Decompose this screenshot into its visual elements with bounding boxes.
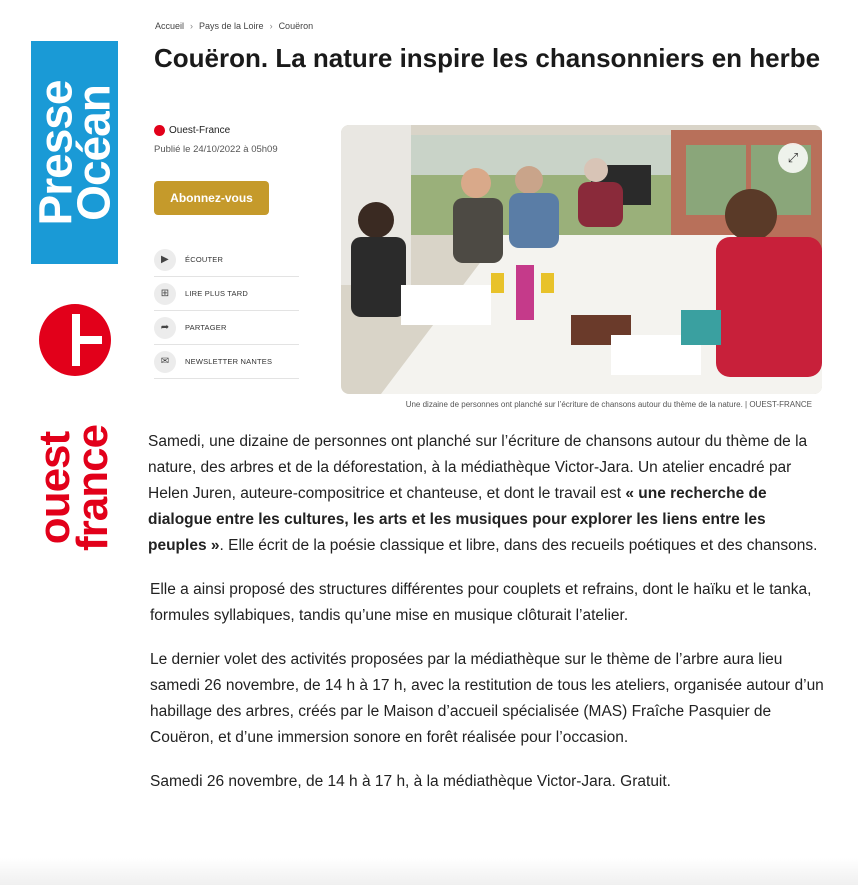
- breadcrumb-separator: ›: [190, 21, 194, 31]
- newsletter-icon: ✉: [154, 351, 176, 373]
- photo-caption: Une dizaine de personnes ont planché sur l’écriture de chansons autour du thème de la nature. | OUEST-FRANCE: [405, 400, 812, 409]
- article-source: [154, 125, 230, 136]
- share-label: PARTAGER: [185, 323, 227, 332]
- read-later-label: LIRE PLUS TARD: [185, 289, 248, 298]
- breadcrumb-link-home[interactable]: Accueil: [155, 21, 185, 31]
- presse-ocean-logo[interactable]: [31, 41, 118, 264]
- workshop-photo-illustration: [341, 125, 822, 394]
- article-photo[interactable]: [341, 125, 822, 394]
- newsletter-action[interactable]: [154, 345, 299, 379]
- speaker-icon: ▶: [154, 249, 176, 271]
- ouest-france-mini-icon: [154, 125, 165, 136]
- breadcrumb: [155, 21, 313, 31]
- listen-label: ÉCOUTER: [185, 255, 224, 264]
- presse-ocean-logo-line2: Océan: [67, 84, 120, 221]
- article-source-name[interactable]: Ouest-France: [169, 125, 231, 136]
- ouest-france-logo-line2: france: [68, 424, 117, 552]
- ouest-france-logo-mark: [39, 304, 111, 376]
- share-action[interactable]: [154, 311, 299, 345]
- bookmark-icon: ⊞: [154, 283, 176, 305]
- breadcrumb-link-region[interactable]: Pays de la Loire: [199, 21, 264, 31]
- expand-photo-icon[interactable]: ⤢: [778, 143, 808, 173]
- read-later-action[interactable]: [154, 277, 299, 311]
- paragraph-1-text: Samedi, une dizaine de personnes ont planché sur l’écriture de chansons autour du thème de la nature, des arbres et de la déforestation, à la médiathèque Victor-Jara. Un atelier encadré par Helen Juren, auteure-compositrice et chanteuse, et dont le travail est: [148, 433, 808, 502]
- paragraph-2: Elle a ainsi proposé des structures différentes pour couplets et refrains, dont le haïku et le tanka, formules syllabiques, tandis qu’une mise en musique clôturait l’atelier.: [150, 581, 812, 624]
- breadcrumb-separator: ›: [269, 21, 273, 31]
- paragraph-1-end: . Elle écrit de la poésie classique et libre, dans des recueils poétiques et des chansons.: [219, 537, 818, 554]
- article-body: [148, 429, 828, 813]
- subscribe-button[interactable]: Abonnez-vous: [154, 181, 269, 215]
- ouest-france-logo-text: [30, 393, 117, 583]
- listen-action[interactable]: [154, 243, 299, 277]
- article-actions: [154, 243, 299, 379]
- ouest-france-logo[interactable]: [31, 300, 118, 570]
- newsletter-label: NEWSLETTER NANTES: [185, 357, 273, 366]
- breadcrumb-link-city[interactable]: Couëron: [278, 21, 314, 31]
- paragraph-1: [148, 429, 828, 559]
- paragraph-4: Samedi 26 novembre, de 14 h à 17 h, à la médiathèque Victor-Jara. Gratuit.: [150, 773, 671, 790]
- share-arrow-icon: ➦: [154, 317, 176, 339]
- bottom-fade: [0, 858, 858, 885]
- ouest-france-logo-line1: ouest: [30, 431, 79, 545]
- paragraph-3: Le dernier volet des activités proposées par la médiathèque sur le thème de l’arbre aura lieu samedi 26 novembre, de 14 h à 17 h, avec la restitution de tous les ateliers, organisée autour d’un habillage des arbres, créés par le Maison d’accueil spécialisée (MAS) Fraîche Pasquier de Couëron, et d’une immersion sonore en forêt réalisée pour l’occasion.: [150, 651, 824, 746]
- presse-ocean-logo-text: [29, 80, 120, 225]
- paragraph-1-quote: « une recherche de dialogue entre les cultures, les arts et les musiques pour explorer les liens entre les peuples »: [148, 485, 767, 554]
- presse-ocean-logo-line1: Presse: [29, 80, 82, 225]
- article-title: Couëron. La nature inspire les chansonniers en herbe: [154, 43, 821, 73]
- article-date: Publié le 24/10/2022 à 05h09: [154, 144, 278, 155]
